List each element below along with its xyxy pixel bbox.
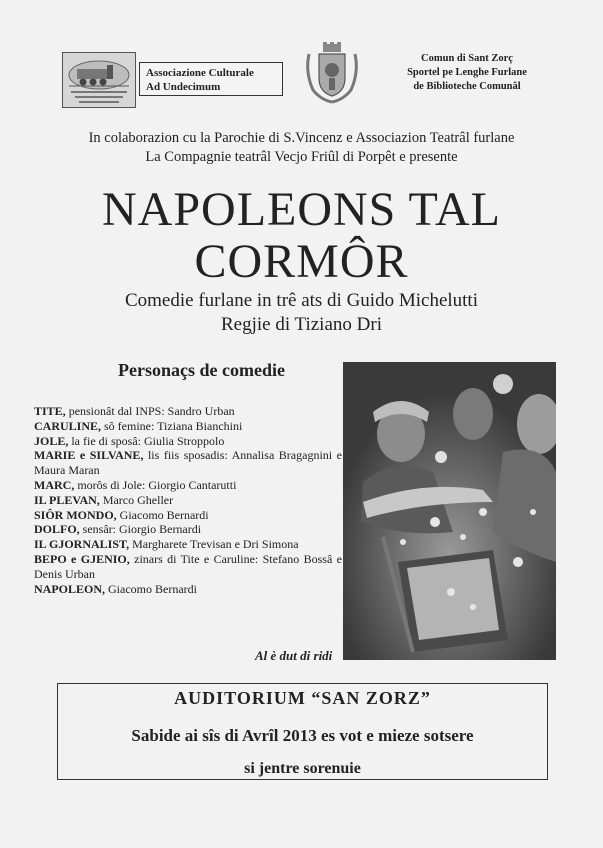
cast-role: MARIE e SILVANE, [34, 448, 144, 463]
cast-role: CARULINE, [34, 418, 102, 433]
association-name-box [139, 62, 283, 96]
cast-role: DOLFO, [34, 522, 80, 537]
treasure-chest-artwork [343, 362, 556, 660]
cast-desc: pensionât dal INPS: Sandro Urban [65, 404, 235, 418]
cast-member [34, 448, 342, 478]
association-name-line-2: Ad Undecimum [146, 81, 221, 93]
cast-desc: zinars di Tite e Caruline: Stefano Bossâ e Denis Urban [34, 551, 342, 581]
cast-desc: lis fiis sposadis: Annalisa Bragagnini e Maura Maran [34, 448, 342, 478]
association-name-line-1: Associazione Culturale [146, 67, 254, 79]
cast-member [34, 537, 342, 552]
cast-member [34, 522, 342, 537]
cast-role: IL PLEVAN, [34, 492, 100, 507]
cast-list [34, 404, 342, 596]
cast-role: IL GJORNALIST, [34, 537, 130, 552]
cast-desc: la fie di sposâ: Giulia Stroppolo [68, 433, 225, 448]
collaboration-line: In colaborazion cu la Parochie di S.Vincenz e Associazion Teatrâl furlane [88, 130, 515, 146]
association-logo [62, 52, 136, 108]
cast-member [34, 404, 342, 419]
cast-desc: sensâr: Giorgio Bernardi [79, 522, 202, 537]
cast-member [34, 582, 342, 597]
cast-role: BEPO e GJENIO, [34, 551, 130, 566]
cast-desc: Giacomo Bernardi [116, 507, 209, 522]
cast-role: NAPOLEON, [34, 581, 106, 596]
event-date: Sabide ai sîs di Avrîl 2013 es vot e mieze sotsere [131, 726, 474, 745]
play-subtitle: Comedie furlane in trê ats di Guido Michelutti [124, 290, 478, 311]
tagline: Al è dut di ridi [255, 648, 333, 663]
cast-member [34, 434, 342, 449]
cast-desc: Margharete Trevisan e Dri Simona [129, 537, 299, 552]
cast-desc: Marco Gheller [99, 492, 174, 507]
municipal-crest-icon [303, 42, 361, 104]
cast-role: JOLE, [34, 433, 69, 448]
cast-member [34, 478, 342, 493]
play-title-line-1: NAPOLEONS TAL [102, 183, 501, 236]
library-name: de Biblioteche Comunâl [413, 81, 521, 92]
cast-desc: sô femine: Tiziana Bianchini [101, 418, 243, 433]
cast-desc: Giacomo Bernardi [105, 581, 197, 596]
cast-member [34, 508, 342, 523]
language-office: Sportel pe Lenghe Furlane [407, 67, 527, 78]
cast-desc: morôs di Jole: Giorgio Cantarutti [74, 477, 237, 492]
municipality-block [373, 52, 561, 94]
municipality-name: Comun di Sant Zorç [421, 53, 513, 64]
venue-name: AUDITORIUM “SAN ZORZ” [174, 688, 431, 708]
company-line: La Compagnie teatrâl Vecjo Friûl di Porpêt e presente [145, 149, 458, 165]
admission-note: si jentre sorenuie [244, 760, 361, 777]
cast-member [34, 493, 342, 508]
cast-role: MARC, [34, 477, 75, 492]
director-credit: Regjie di Tiziano Dri [221, 314, 382, 335]
cast-heading: Personaçs de comedie [118, 360, 285, 380]
cast-role: TITE, [34, 404, 66, 418]
cast-member [34, 552, 342, 582]
play-title-line-2: CORMÔR [194, 235, 409, 288]
cast-role: SIÔR MONDO, [34, 507, 117, 522]
venue-box [57, 683, 548, 780]
cast-member [34, 419, 342, 434]
